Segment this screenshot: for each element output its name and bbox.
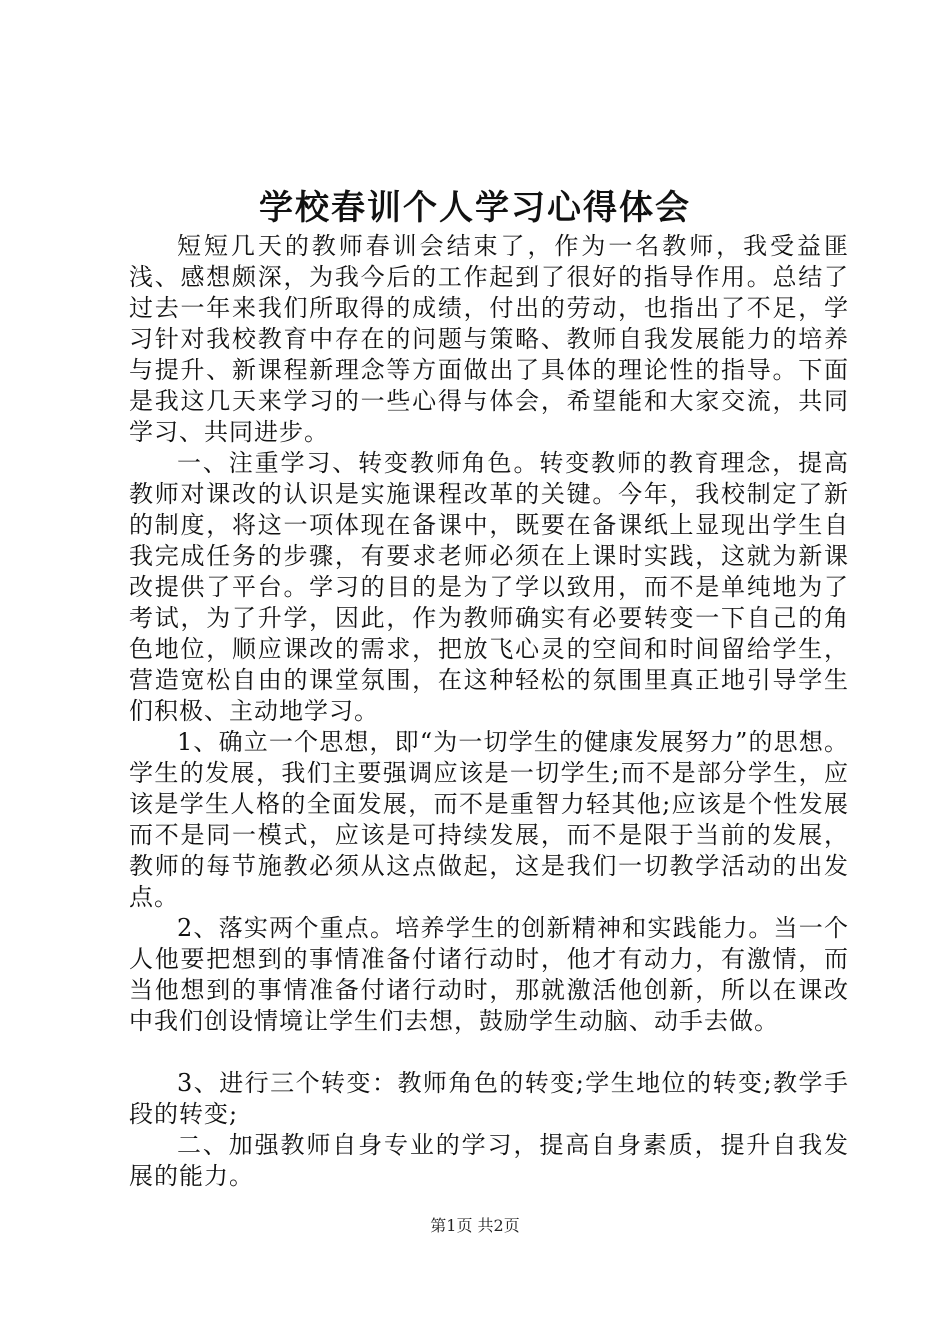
paragraph-section-one: 一、注重学习、转变教师角色。转变教师的教育理念，提高教师对课改的认识是实施课程改革的关键。今年，我校制定了新的制度，将这一项体现在备课中，既要在备课纸上显现出学生自我完成任务的步骤，有要求老师必须在上课时实践，这就为新课改提供了平台。学习的目的是为了学以致用，而不是单纯地为了考试，为了升学，因此，作为教师确实有必要转变一下自己的角色地位，顺应课改的需求，把放飞心灵的空间和时间留给学生，营造宽松自由的课堂氛围，在这种轻松的氛围里真正地引导学生们积极、主动地学习。 — [129, 449, 849, 725]
paragraph-point-three: 3、进行三个转变：教师角色的转变;学生地位的转变;教学手段的转变; — [129, 1069, 849, 1128]
paragraph-point-one: 1、确立一个思想，即“为一切学生的健康发展努力”的思想。学生的发展，我们主要强调应该是一切学生;而不是部分学生，应该是学生人格的全面发展，而不是重智力轻其他;应该是个性发展而不是同一模式，应该是可持续发展，而不是限于当前的发展，教师的每节施教必须从这点做起，这是我们一切教学活动的出发点。 — [129, 728, 849, 911]
paragraph-section-two: 二、加强教师自身专业的学习，提高自身素质，提升自我发展的能力。 — [129, 1131, 849, 1190]
page-number-footer: 第1页 共2页 — [430, 1216, 520, 1235]
document-body — [129, 231, 849, 1192]
paragraph-intro: 短短几天的教师春训会结束了，作为一名教师，我受益匪浅、感想颇深，为我今后的工作起到了很好的指导作用。总结了过去一年来我们所取得的成绩，付出的劳动，也指出了不足，学习针对我校教育中存在的问题与策略、教师自我发展能力的培养与提升、新课程新理念等方面做出了具体的理论性的指导。下面是我这几天来学习的一些心得与体会，希望能和大家交流，共同学习、共同进步。 — [129, 232, 849, 446]
document-title: 学校春训个人学习心得体会 — [259, 188, 691, 228]
paragraph-point-two: 2、落实两个重点。培养学生的创新精神和实践能力。当一个人他要把想到的事情准备付诸行动时，他才有动力，有激情，而当他想到的事情准备付诸行动时，那就激活他创新，所以在课改中我们创设情境让学生们去想，鼓励学生动脑、动手去做。 — [129, 914, 849, 1035]
